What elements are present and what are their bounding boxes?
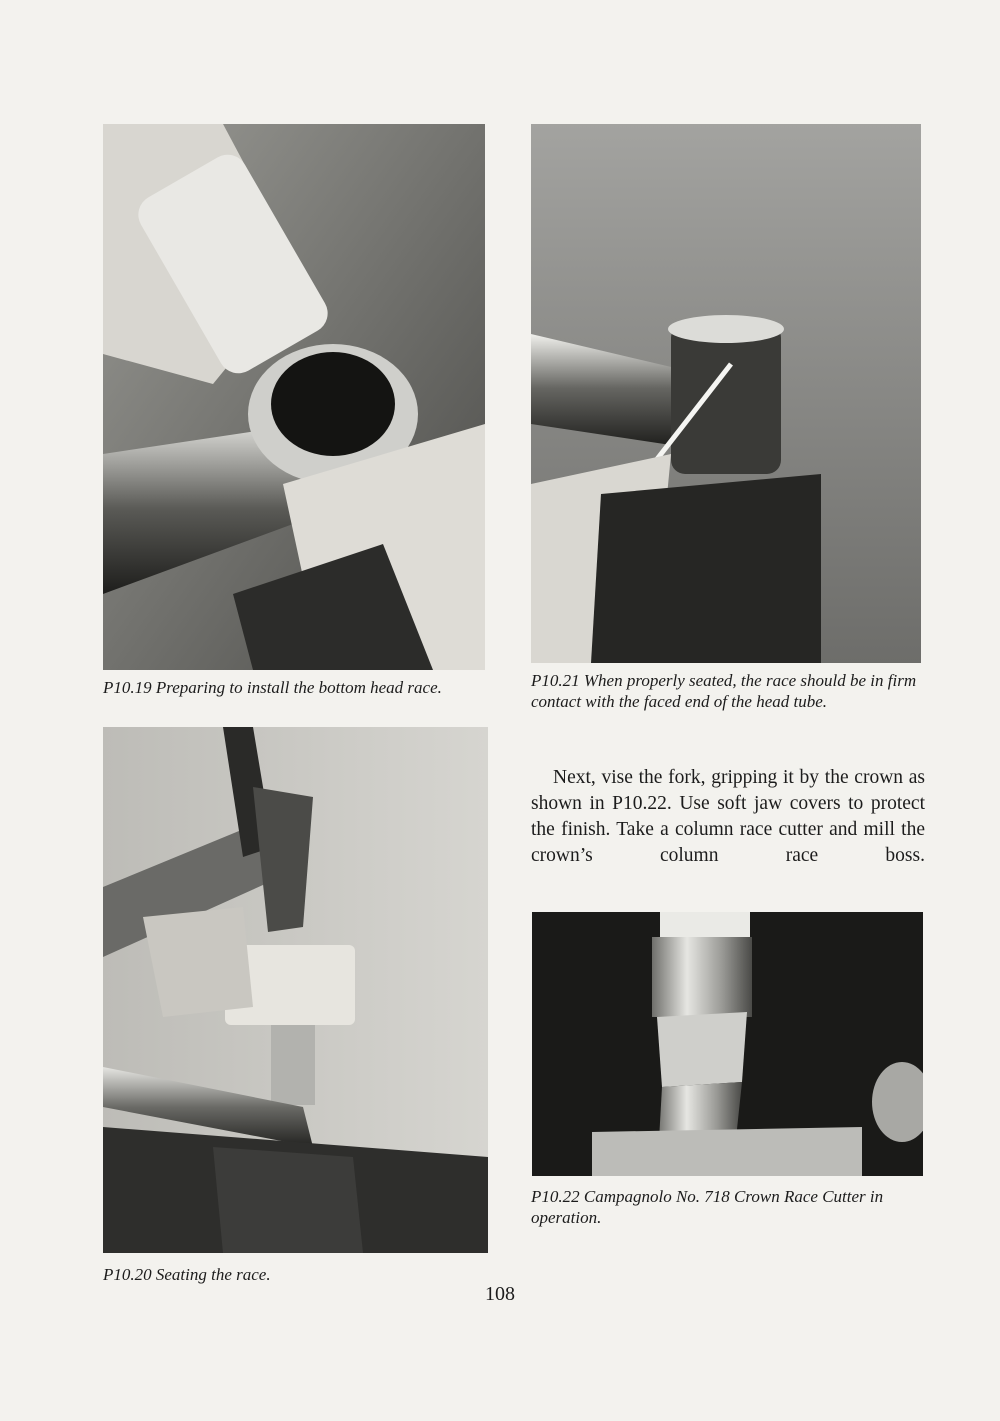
- caption-p10-20: P10.20 Seating the race.: [103, 1265, 271, 1284]
- photo-p10-22: [532, 912, 923, 1176]
- photo-p10-21: [531, 124, 921, 663]
- caption-p10-22: P10.22 Campagnolo No. 718 Crown Race Cutter in operation.: [531, 1187, 884, 1227]
- caption-p10-21: P10.21 When properly seated, the race should be in firm contact with the faced end of the head tube.: [531, 671, 917, 711]
- page-number: 108: [485, 1283, 515, 1305]
- caption-p10-19: P10.19 Preparing to install the bottom head race.: [103, 678, 442, 697]
- body-paragraph: Next, vise the fork, gripping it by the crown as shown in P10.22. Use soft jaw covers to protect the finish. Take a column race cutter and mill the crown’s column race boss.: [531, 767, 925, 866]
- photo-p10-19: [103, 124, 485, 670]
- photo-p10-20: [103, 727, 488, 1253]
